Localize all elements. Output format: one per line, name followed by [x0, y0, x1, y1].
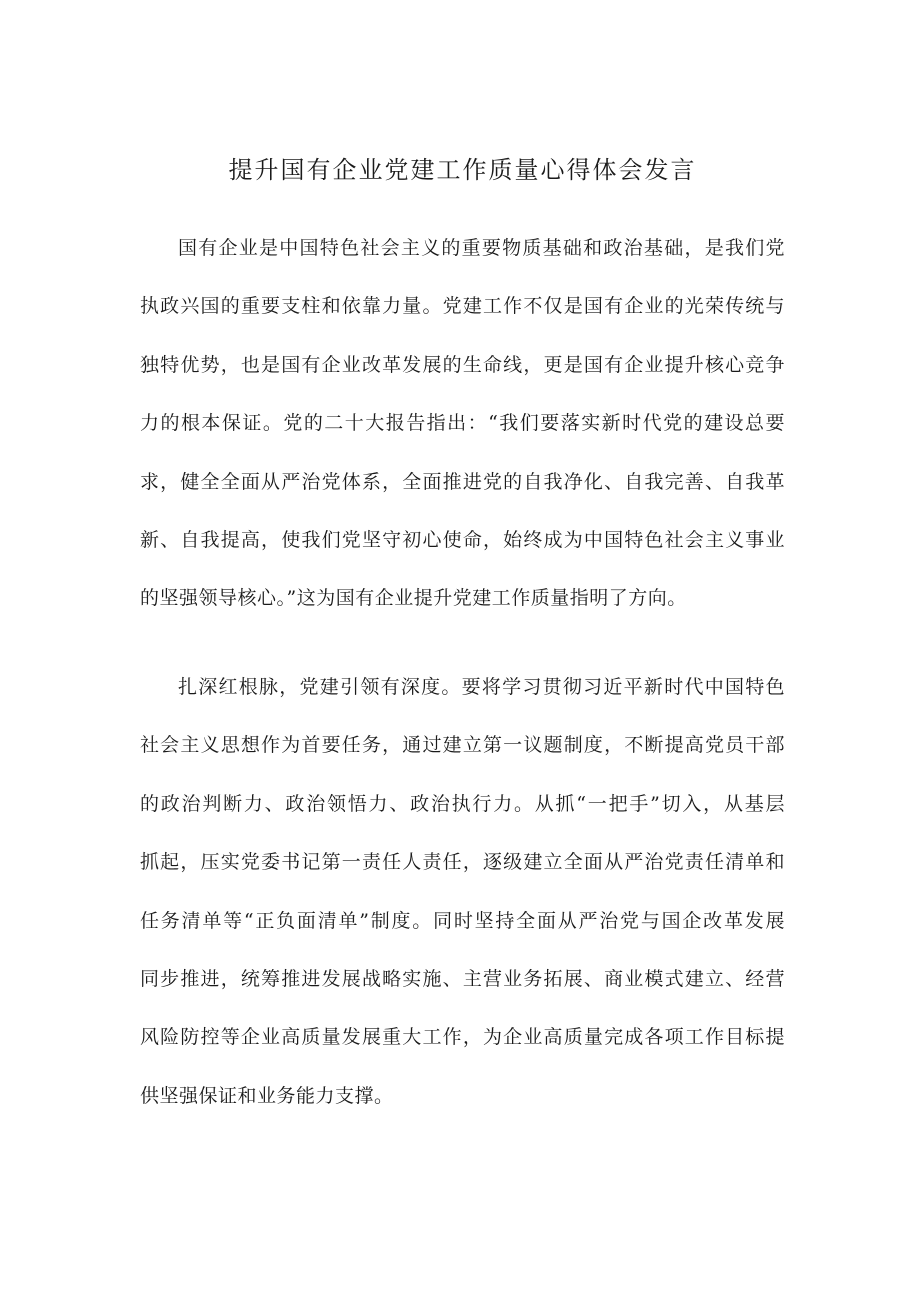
document-title: 提升国有企业党建工作质量心得体会发言	[228, 156, 697, 184]
paragraph-line: 新、自我提高，使我们党坚守初心使命，始终成为中国特色社会主义事业	[140, 528, 785, 551]
paragraph-line: 力的根本保证。党的二十大报告指出：“我们要落实新时代党的建设总要	[140, 412, 785, 435]
paragraph-line: 风险防控等企业高质量发展重大工作，为企业高质量完成各项工作目标提	[140, 1026, 785, 1049]
paragraph-line: 独特优势，也是国有企业改革发展的生命线，更是国有企业提升核心竞争	[140, 353, 785, 376]
paragraph-line: 社会主义思想作为首要任务，通过建立第一议题制度，不断提高党员干部	[140, 734, 785, 757]
paragraph-line: 供坚强保证和业务能力支撑。	[140, 1084, 394, 1107]
paragraph-line: 抓起，压实党委书记第一责任人责任，逐级建立全面从严治党责任清单和	[140, 851, 785, 874]
paragraph-line: 的政治判断力、政治领悟力、政治执行力。从抓“一把手”切入，从基层	[140, 792, 785, 815]
paragraph-line: 国有企业是中国特色社会主义的重要物质基础和政治基础，是我们党	[178, 237, 785, 259]
paragraph-line: 同步推进，统筹推进发展战略实施、主营业务拓展、商业模式建立、经营	[140, 967, 785, 990]
paragraph-line: 扎深红根脉，党建引领有深度。要将学习贯彻习近平新时代中国特色	[178, 676, 785, 698]
paragraph-line: 的坚强领导核心。”这为国有企业提升党建工作质量指明了方向。	[140, 587, 687, 610]
paragraph-line: 任务清单等“正负面清单”制度。同时坚持全面从严治党与国企改革发展	[140, 909, 785, 932]
paragraph-party-building-depth	[140, 667, 785, 1134]
paragraph-line: 执政兴国的重要支柱和依靠力量。党建工作不仅是国有企业的光荣传统与	[140, 295, 785, 318]
paragraph-line: 求，健全全面从严治党体系，全面推进党的自我净化、自我完善、自我革	[140, 470, 785, 493]
paragraph-intro	[140, 228, 785, 637]
